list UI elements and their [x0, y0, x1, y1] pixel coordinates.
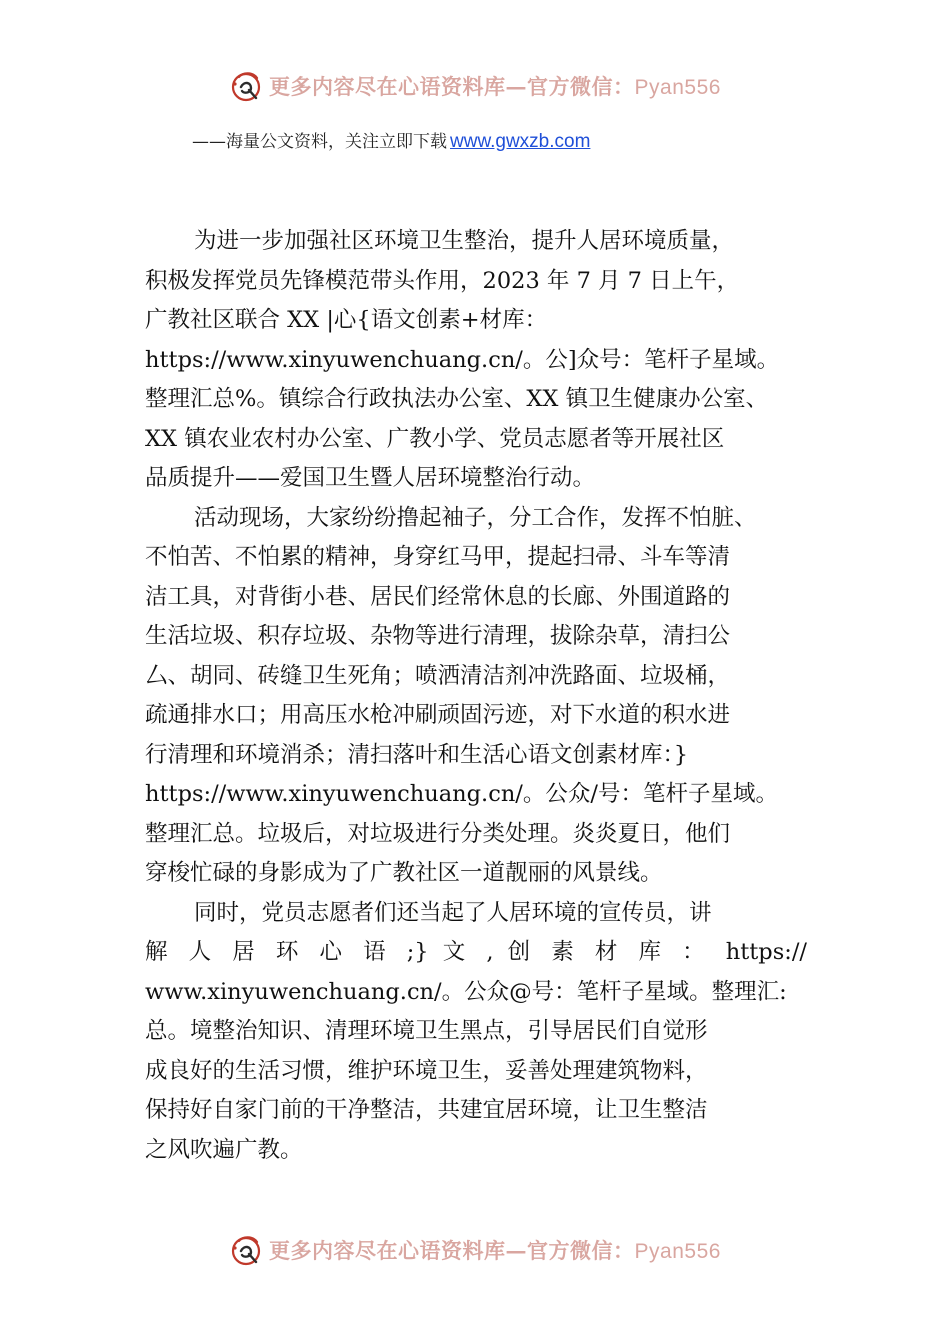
logo-icon [229, 1232, 265, 1268]
text-line: 同时，党员志愿者们还当起了人居环境的宣传员，讲 [194, 899, 712, 926]
text-line: 行清理和环境消杀；清扫落叶和生活心语文创素材库：} [145, 741, 689, 768]
text-line: 厶、胡同、砖缝卫生死角；喷洒清洁剂冲洗路面、垃圾桶， [145, 662, 731, 689]
text-line: www.xinyuwenchuang.cn/。公众@号：笔杆子星域。整理汇: [145, 978, 787, 1005]
logo-icon [229, 68, 265, 104]
text-line: 洁工具，对背街小巷、居民们经常休息的长廊、外围道路的 [145, 583, 731, 610]
subline-text: ——海量公文资料，关注立即下载 [192, 132, 447, 152]
header-wechat-id: Pyan556 [634, 76, 721, 99]
text-line: 总。境整治知识、清理环境卫生黑点，引导居民们自觉形 [145, 1018, 708, 1044]
text-line: 整理汇总%。镇综合行政执法办公室、XX 镇卫生健康办公室、 [145, 386, 769, 412]
text-line: 保持好自家门前的干净整洁，共建宜居环境，让卫生整洁 [145, 1097, 708, 1123]
text-line: 解 人 居 环 心 语 ;} 文 , 创 素 材 库 ： https:// [145, 939, 807, 965]
text-line: 成良好的生活习惯，维护环境卫生，妥善处理建筑物料， [145, 1057, 708, 1084]
footer-banner [0, 1232, 950, 1268]
text-line: 之风吹遍广教。 [145, 1136, 303, 1163]
text-line: 广教社区联合 XX |心{语文创素+材库： [145, 307, 548, 333]
text-line: 生活垃圾、积存垃圾、杂物等进行清理，拔除杂草，清扫公 [145, 623, 731, 649]
header-banner-text [269, 71, 721, 101]
text-line: https://www.xinyuwenchuang.cn/。公]众号：笔杆子星域。 [145, 346, 780, 373]
article-body [145, 222, 807, 1170]
text-line: 为进一步加强社区环境卫生整治，提升人居环境质量， [194, 228, 735, 254]
footer-banner-label: 更多内容尽在心语资料库—官方微信： [269, 1238, 635, 1263]
text-line: XX 镇农业农村办公室、广教小学、党员志愿者等开展社区 [145, 425, 725, 452]
text-line: 积极发挥党员先锋模范带头作用，2023 年 7 月 7 日上午， [145, 267, 740, 294]
text-line: 不怕苦、不怕累的精神，身穿红马甲，提起扫帚、斗车等清 [145, 544, 731, 570]
text-line: 整理汇总。垃圾后，对垃圾进行分类处理。炎炎夏日，他们 [145, 820, 731, 847]
footer-wechat-id: Pyan556 [634, 1240, 721, 1263]
text-line: 疏通排水口；用高压水枪冲刷顽固污迹，对下水道的积水进 [145, 702, 731, 728]
text-line: 穿梭忙碌的身影成为了广教社区一道靓丽的风景线。 [145, 860, 663, 886]
header-banner [0, 68, 950, 104]
text-line: 活动现场，大家纷纷撸起袖子，分工合作，发挥不怕脏、 [194, 504, 757, 531]
footer-banner-text [269, 1235, 721, 1265]
text-line: 品质提升——爱国卫生暨人居环境整治行动。 [145, 465, 596, 491]
website-link[interactable]: www.gwxzb.com [450, 131, 591, 152]
header-subline [0, 127, 950, 153]
text-line: https://www.xinyuwenchuang.cn/。公众/号：笔杆子星域。 [145, 781, 778, 807]
header-banner-label: 更多内容尽在心语资料库—官方微信： [269, 74, 635, 99]
